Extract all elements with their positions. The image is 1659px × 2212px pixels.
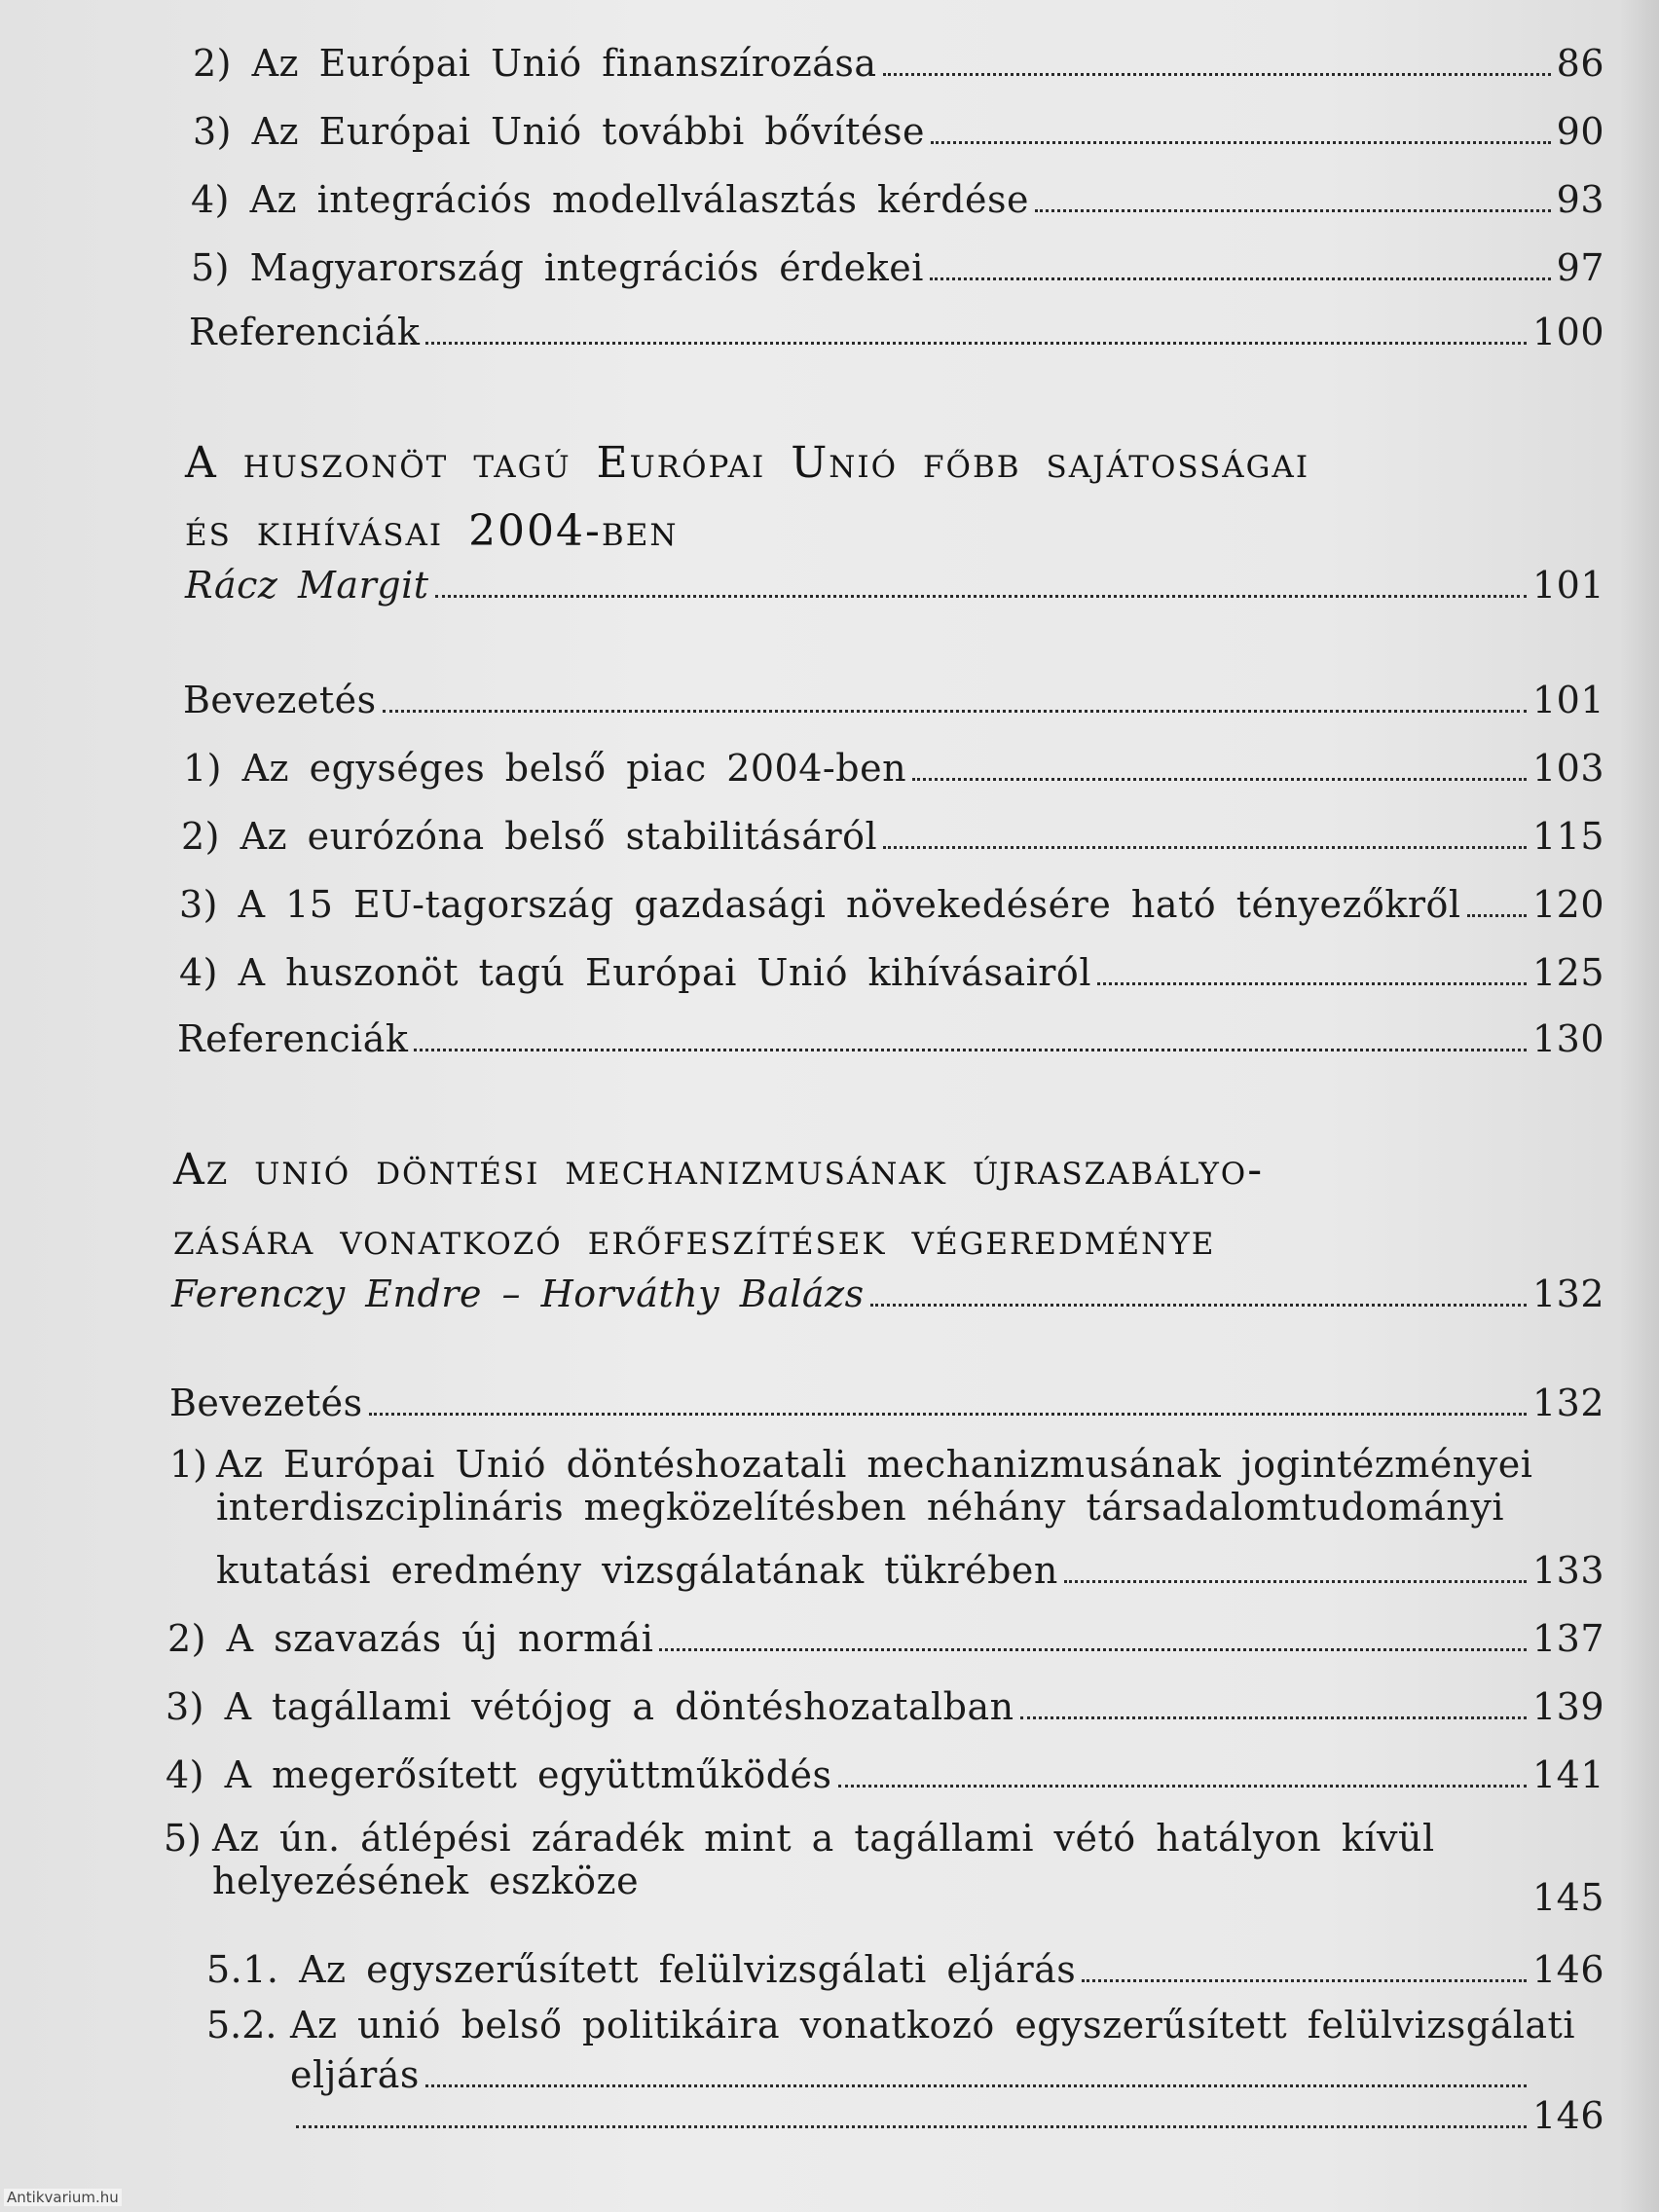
toc-entry-label-line: Az Európai Unió döntéshozatali mechanizmusának jogintézményei — [216, 1443, 1533, 1486]
toc-entry-label-line: kutatási eredmény vizsgálatának tükrében — [216, 1549, 1058, 1592]
toc-entry — [191, 177, 1604, 222]
toc-entry-page: 137 — [1531, 1617, 1604, 1660]
toc-entry — [166, 1752, 1604, 1797]
dot-leader — [296, 2125, 1527, 2128]
dot-leader — [414, 1049, 1527, 1051]
toc-entry — [290, 2093, 1604, 2138]
dot-leader — [838, 1785, 1527, 1788]
toc-entry-label-line: Az ún. átlépési záradék mint a tagállami vétó hatályon kívül — [212, 1817, 1435, 1860]
toc-entry-label: 2) Az eurózóna belső stabilitásáról — [181, 815, 878, 858]
toc-entry-page: 90 — [1556, 110, 1604, 153]
toc-entry-page: 139 — [1531, 1685, 1604, 1728]
toc-entry-page: 125 — [1531, 951, 1604, 994]
toc-entry — [216, 1548, 1604, 1593]
toc-entry-label: Referenciák — [189, 311, 421, 353]
toc-entry — [212, 1875, 1604, 1920]
dot-leader — [1082, 1979, 1527, 1982]
toc-entry — [290, 2052, 1604, 2097]
watermark: Antikvarium.hu — [4, 2189, 122, 2206]
toc-entry-page: 133 — [1531, 1549, 1604, 1592]
toc-entry-page: 115 — [1531, 815, 1604, 858]
toc-entry-page: 103 — [1531, 747, 1604, 790]
toc-entry-label-line: helyezésének eszköze — [212, 1860, 640, 1902]
toc-entry-page: 97 — [1556, 246, 1604, 289]
toc-entry-multiline — [216, 1443, 1608, 1529]
toc-entry-label: Bevezetés — [183, 679, 377, 721]
toc-entry-page: 86 — [1556, 42, 1604, 85]
toc-entry — [179, 882, 1604, 927]
dot-leader — [369, 1413, 1527, 1416]
dot-leader — [425, 342, 1527, 345]
toc-entry-label: 5) Magyarország integrációs érdekei — [191, 246, 924, 289]
toc-entry — [183, 746, 1604, 791]
dot-leader — [435, 595, 1527, 598]
toc-entry-page: 130 — [1531, 1017, 1604, 1060]
toc-entry-page: 101 — [1531, 679, 1604, 721]
toc-entry — [167, 1616, 1604, 1661]
toc-entry-label: 4) A huszonöt tagú Európai Unió kihívásairól — [179, 951, 1091, 994]
toc-entry-label: 3) Az Európai Unió további bővítése — [193, 110, 925, 153]
toc-entry — [193, 41, 1604, 86]
toc-entry-label-line: interdiszciplináris megközelítésben néhány társadalomtudományi — [216, 1486, 1504, 1529]
toc-entry — [181, 814, 1604, 859]
toc-entry-label: 2) A szavazás új normái — [167, 1617, 654, 1660]
toc-entry-page: 141 — [1531, 1753, 1604, 1796]
toc-entry-number: 5.2. — [206, 2004, 277, 2046]
toc-entry-label-line: Az unió belső politikáira vonatkozó egyszerűsített felülvizsgálati — [290, 2004, 1575, 2046]
dot-leader — [883, 846, 1527, 849]
toc-entry — [183, 678, 1604, 722]
toc-entry — [177, 1016, 1604, 1061]
toc-entry — [193, 109, 1604, 154]
toc-entry-page: 100 — [1531, 311, 1604, 353]
dot-leader — [383, 710, 1527, 713]
toc-entry-page: 101 — [1531, 564, 1604, 607]
toc-entry-page: 146 — [1531, 2094, 1604, 2137]
dot-leader — [1035, 209, 1551, 212]
toc-entry — [169, 1381, 1604, 1425]
toc-entry — [179, 950, 1604, 995]
dot-leader — [883, 73, 1551, 76]
toc-entry-page: 132 — [1531, 1382, 1604, 1424]
toc-entry-page: 146 — [1531, 1948, 1604, 1991]
dot-leader — [1467, 914, 1527, 917]
dot-leader — [931, 141, 1551, 144]
toc-entry-label: 3) A 15 EU-tagország gazdasági növekedésére ható tényezőkről — [179, 883, 1461, 926]
toc-entry-page: 132 — [1531, 1272, 1604, 1315]
chapter-title: és kihívásai 2004-ben — [185, 506, 679, 556]
chapter-title: zására vonatkozó erőfeszítések végeredménye — [173, 1215, 1216, 1265]
toc-entry-number: 1) — [169, 1443, 208, 1486]
toc-entry — [189, 310, 1604, 354]
dot-leader — [912, 778, 1527, 781]
toc-entry — [191, 245, 1604, 290]
toc-entry-label: 1) Az egységes belső piac 2004-ben — [183, 747, 907, 790]
chapter-title: A huszonöt tagú Európai Unió főbb sajátosságai — [185, 438, 1310, 488]
toc-entry-page: 120 — [1531, 883, 1604, 926]
dot-leader — [1064, 1580, 1527, 1583]
toc-entry-page: 93 — [1556, 178, 1604, 221]
chapter-author-entry — [185, 563, 1604, 608]
toc-entry-page: 145 — [1531, 1876, 1604, 1919]
toc-entry-label-line: eljárás — [290, 2053, 420, 2096]
toc-entry-label: 2) Az Európai Unió finanszírozása — [193, 42, 877, 85]
chapter-title: Az unió döntési mechanizmusának újraszabályo- — [173, 1145, 1265, 1195]
toc-entry — [206, 1947, 1604, 1992]
dot-leader — [659, 1648, 1527, 1651]
dot-leader — [870, 1304, 1527, 1307]
chapter-author: Ferenczy Endre – Horváthy Balázs — [171, 1272, 865, 1315]
toc-entry-label: 4) A megerősített együttműködés — [166, 1753, 832, 1796]
dot-leader — [218, 1907, 1527, 1910]
toc-entry — [166, 1684, 1604, 1729]
toc-entry-label: 5.1. Az egyszerűsített felülvizsgálati eljárás — [206, 1948, 1077, 1991]
dot-leader — [1097, 982, 1527, 985]
toc-entry-label: 3) A tagállami vétójog a döntéshozatalban — [166, 1685, 1014, 1728]
dot-leader — [425, 2084, 1527, 2087]
dot-leader — [1020, 1716, 1527, 1719]
toc-entry-multiline — [290, 2004, 1604, 2046]
toc-entry-label: Referenciák — [177, 1017, 409, 1060]
dot-leader — [930, 277, 1551, 280]
page-edge-shadow — [1620, 0, 1659, 2212]
toc-entry-label: 4) Az integrációs modellválasztás kérdése — [191, 178, 1030, 221]
chapter-author-entry — [171, 1272, 1604, 1316]
chapter-author: Rácz Margit — [185, 564, 429, 607]
toc-entry-label: Bevezetés — [169, 1382, 363, 1424]
toc-entry-number: 5) — [164, 1817, 203, 1860]
